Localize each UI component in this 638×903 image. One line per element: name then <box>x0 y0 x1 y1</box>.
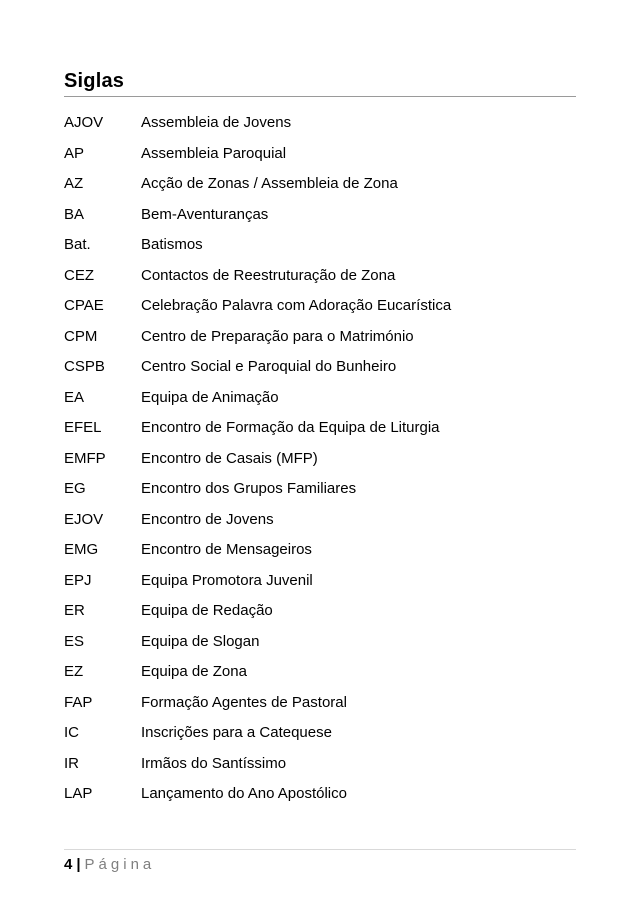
abbreviation-code: EA <box>64 388 85 406</box>
list-item <box>64 507 584 538</box>
abbreviation-meaning: Equipa de Animação <box>141 388 279 406</box>
abbreviation-meaning: Encontro de Mensageiros <box>141 541 312 558</box>
abbreviation-code: AP <box>64 144 85 162</box>
abbreviation-code: AJOV <box>64 114 104 131</box>
abbreviation-code: IR <box>64 754 79 772</box>
list-item <box>64 293 584 324</box>
abbreviation-meaning: Encontro de Casais (MFP) <box>141 449 318 467</box>
list-item <box>64 720 584 751</box>
abbreviation-code: CSPB <box>64 358 105 375</box>
abbreviation-meaning: Encontro de Jovens <box>141 510 274 528</box>
abbreviation-code: EPJ <box>64 571 92 589</box>
list-item <box>64 202 584 233</box>
abbreviation-code: EJOV <box>64 510 104 528</box>
abbreviation-meaning: Bem-Aventuranças <box>141 205 269 223</box>
page-number: 4 <box>64 856 73 873</box>
abbreviation-meaning: Celebração Palavra com Adoração Eucarística <box>141 297 452 314</box>
abbreviation-code: ES <box>64 632 85 650</box>
abbreviation-meaning: Lançamento do Ano Apostólico <box>141 785 347 802</box>
abbreviation-meaning: Equipa de Redação <box>141 602 273 619</box>
abbreviation-list <box>64 110 584 812</box>
abbreviation-code: EZ <box>64 663 84 680</box>
list-item <box>64 141 584 172</box>
abbreviation-code: BA <box>64 205 85 223</box>
list-item <box>64 354 584 385</box>
list-item <box>64 537 584 568</box>
abbreviation-meaning: Encontro de Formação da Equipa de Liturgia <box>141 419 440 436</box>
abbreviation-code: EFEL <box>64 419 102 436</box>
list-item <box>64 385 584 416</box>
list-item <box>64 781 584 812</box>
list-item <box>64 446 584 477</box>
list-item <box>64 690 584 721</box>
list-item <box>64 324 584 355</box>
list-item <box>64 568 584 599</box>
abbreviation-meaning: Assembleia Paroquial <box>141 144 287 162</box>
abbreviation-meaning: Formação Agentes de Pastoral <box>141 693 347 711</box>
abbreviation-code: EG <box>64 480 86 497</box>
abbreviation-code: LAP <box>64 785 93 802</box>
list-item <box>64 629 584 660</box>
abbreviation-code: CEZ <box>64 266 94 284</box>
list-item <box>64 171 584 202</box>
list-item <box>64 751 584 782</box>
abbreviation-meaning: Encontro dos Grupos Familiares <box>141 480 357 497</box>
abbreviation-meaning: Centro de Preparação para o Matrimónio <box>141 327 414 345</box>
section-heading <box>64 64 576 97</box>
list-item <box>64 232 584 263</box>
abbreviation-code: AZ <box>64 175 84 192</box>
list-item <box>64 263 584 294</box>
page-footer <box>64 849 576 880</box>
section-title: Siglas <box>64 70 125 92</box>
abbreviation-meaning: Assembleia de Jovens <box>141 114 292 131</box>
abbreviation-code: CPM <box>64 327 98 345</box>
abbreviation-meaning: Acção de Zonas / Assembleia de Zona <box>141 175 398 192</box>
list-item <box>64 598 584 629</box>
abbreviation-meaning: Batismos <box>141 236 203 253</box>
list-item <box>64 415 584 446</box>
list-item <box>64 110 584 141</box>
list-item <box>64 659 584 690</box>
page-label: Página <box>84 856 156 873</box>
abbreviation-code: EMFP <box>64 449 106 467</box>
abbreviation-meaning: Contactos de Reestruturação de Zona <box>141 266 396 284</box>
abbreviation-meaning: Centro Social e Paroquial do Bunheiro <box>141 358 397 375</box>
abbreviation-meaning: Equipa de Slogan <box>141 632 260 650</box>
footer-separator: | <box>76 856 81 873</box>
footer-content <box>64 855 155 875</box>
abbreviation-code: ER <box>64 602 85 619</box>
abbreviation-code: EMG <box>64 541 99 558</box>
abbreviation-code: Bat. <box>64 236 91 253</box>
abbreviation-meaning: Equipa de Zona <box>141 663 247 680</box>
abbreviation-code: CPAE <box>64 297 104 314</box>
list-item <box>64 476 584 507</box>
abbreviation-code: FAP <box>64 693 93 711</box>
abbreviation-code: IC <box>64 724 79 741</box>
abbreviation-meaning: Inscrições para a Catequese <box>141 724 332 741</box>
abbreviation-meaning: Equipa Promotora Juvenil <box>141 571 313 589</box>
abbreviation-meaning: Irmãos do Santíssimo <box>141 754 287 772</box>
